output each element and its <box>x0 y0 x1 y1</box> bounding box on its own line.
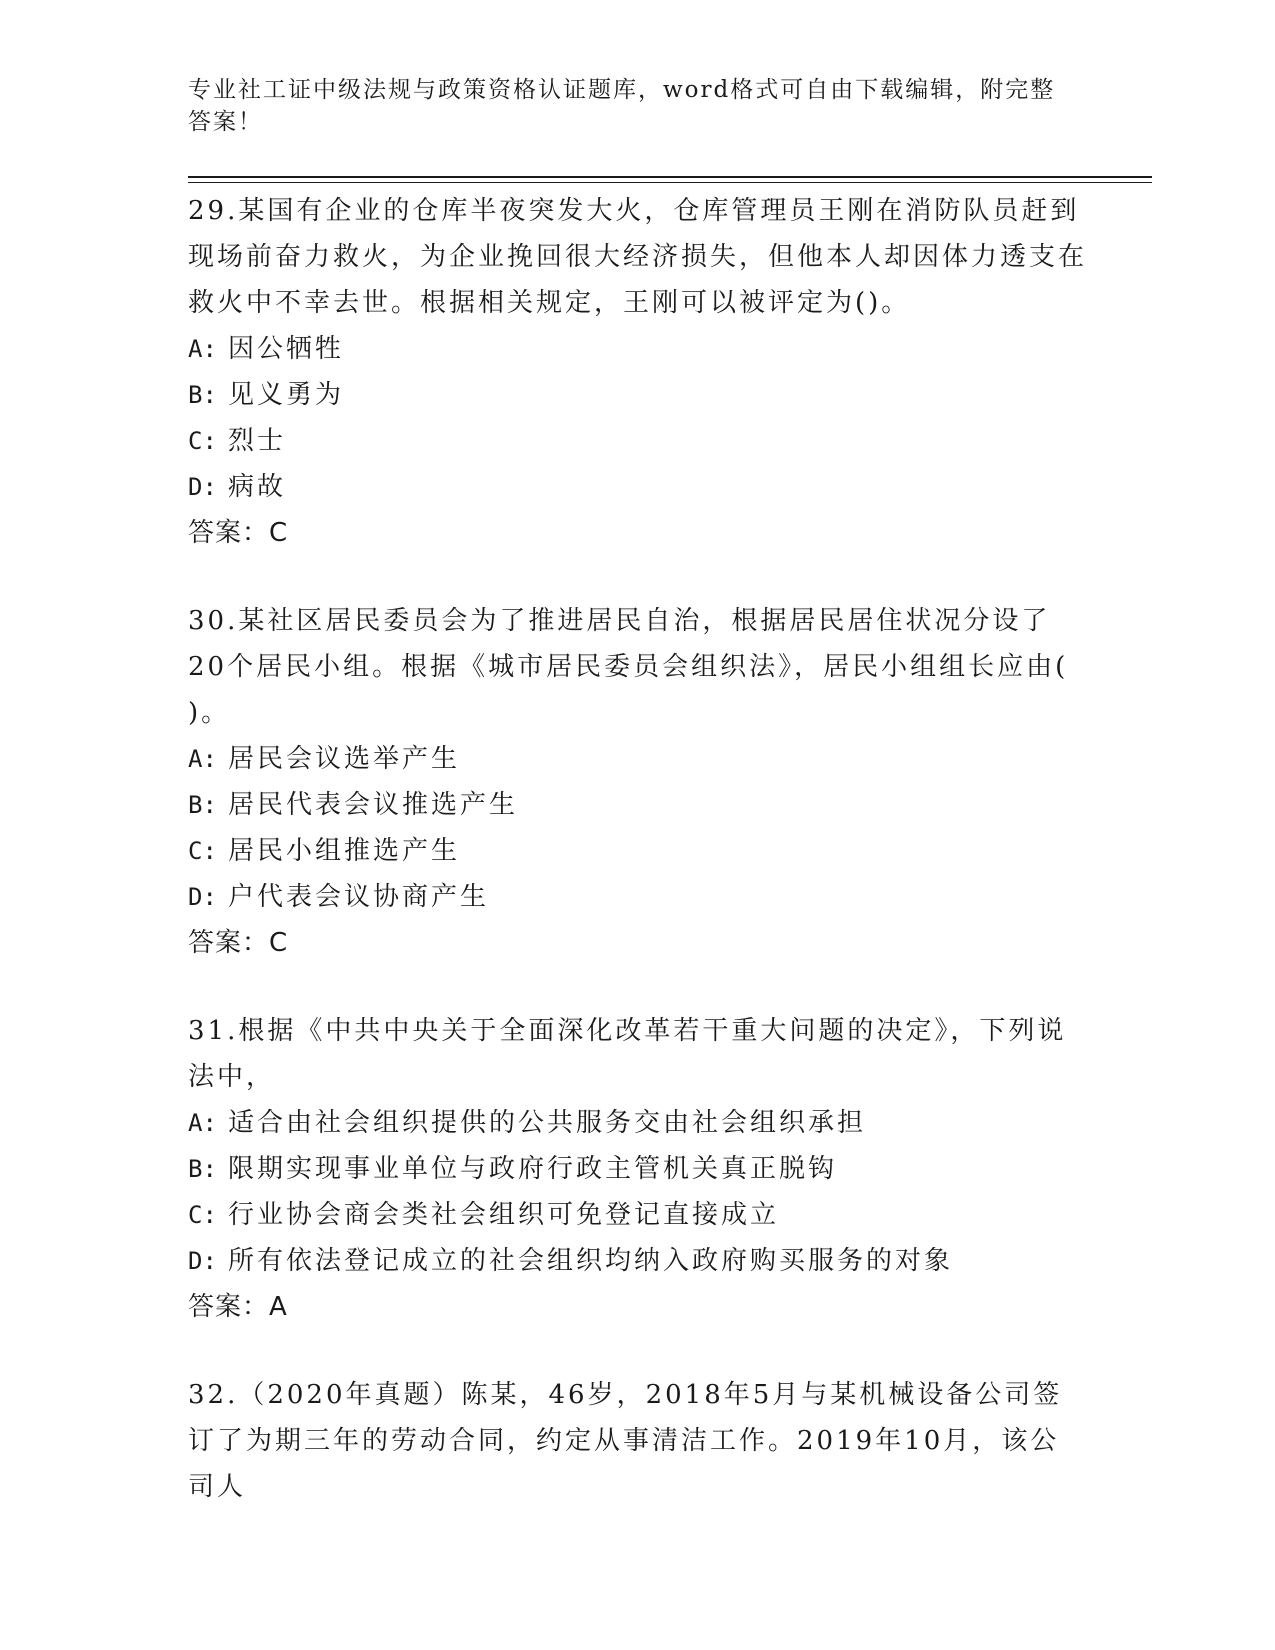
option-text: 烈士 <box>228 426 287 456</box>
header-divider-thin <box>188 182 1152 183</box>
option-text: 适合由社会组织提供的公共服务交由社会组织承担 <box>228 1108 867 1138</box>
answer-line: 答案：C <box>188 518 289 548</box>
option-text: 因公牺牲 <box>228 334 345 364</box>
option-d <box>188 464 1088 510</box>
question-31 <box>188 1008 1088 1330</box>
option-letter: D: <box>188 1247 217 1275</box>
option-text: 居民会议选举产生 <box>228 744 461 774</box>
option-d <box>188 874 1088 920</box>
option-a <box>188 1100 1088 1146</box>
option-c <box>188 418 1088 464</box>
question-29 <box>188 188 1088 556</box>
option-letter: A: <box>188 1109 217 1137</box>
option-letter: A: <box>188 745 217 773</box>
option-letter: B: <box>188 381 217 409</box>
answer-line: 答案：C <box>188 928 289 958</box>
question-stem: 31.根据《中共中央关于全面深化改革若干重大问题的决定》，下列说法中， <box>188 1016 1067 1092</box>
option-letter: C: <box>188 837 217 865</box>
option-letter: B: <box>188 791 217 819</box>
option-text: 病故 <box>228 472 287 502</box>
option-b <box>188 1146 1088 1192</box>
answer-line: 答案：A <box>188 1292 288 1322</box>
option-text: 居民小组推选产生 <box>228 836 461 866</box>
option-text: 见义勇为 <box>228 380 345 410</box>
question-30 <box>188 598 1088 966</box>
option-a <box>188 326 1088 372</box>
option-b <box>188 372 1088 418</box>
option-letter: B: <box>188 1155 217 1183</box>
option-text: 限期实现事业单位与政府行政主管机关真正脱钩 <box>228 1154 838 1184</box>
option-b <box>188 782 1088 828</box>
option-text: 行业协会商会类社会组织可免登记直接成立 <box>228 1200 780 1230</box>
option-text: 所有依法登记成立的社会组织均纳入政府购买服务的对象 <box>228 1246 954 1276</box>
option-letter: C: <box>188 1201 217 1229</box>
document-header: 专业社工证中级法规与政策资格认证题库，word格式可自由下载编辑，附完整答案！ <box>188 77 1056 135</box>
option-c <box>188 1192 1088 1238</box>
option-c <box>188 828 1088 874</box>
question-stem: 29.某国有企业的仓库半夜突发大火，仓库管理员王刚在消防队员赶到现场前奋力救火，为企业挽回很大经济损失，但他本人却因体力透支在救火中不幸去世。根据相关规定，王刚可以被评定为()。 <box>188 196 1088 318</box>
option-text: 户代表会议协商产生 <box>228 882 490 912</box>
option-letter: C: <box>188 427 217 455</box>
option-letter: D: <box>188 883 217 911</box>
option-letter: A: <box>188 335 217 363</box>
question-stem: 32.（2020年真题）陈某，46岁，2018年5月与某机械设备公司签订了为期三年的劳动合同，约定从事清洁工作。2019年10月，该公司人 <box>188 1380 1063 1502</box>
question-32 <box>188 1372 1088 1510</box>
option-text: 居民代表会议推选产生 <box>228 790 519 820</box>
option-a <box>188 736 1088 782</box>
header-divider-thick <box>188 176 1152 178</box>
option-d <box>188 1238 1088 1284</box>
question-stem: 30.某社区居民委员会为了推进居民自治，根据居民居住状况分设了20个居民小组。根据《城市居民委员会组织法》，居民小组组长应由( )。 <box>188 606 1069 728</box>
option-letter: D: <box>188 473 217 501</box>
